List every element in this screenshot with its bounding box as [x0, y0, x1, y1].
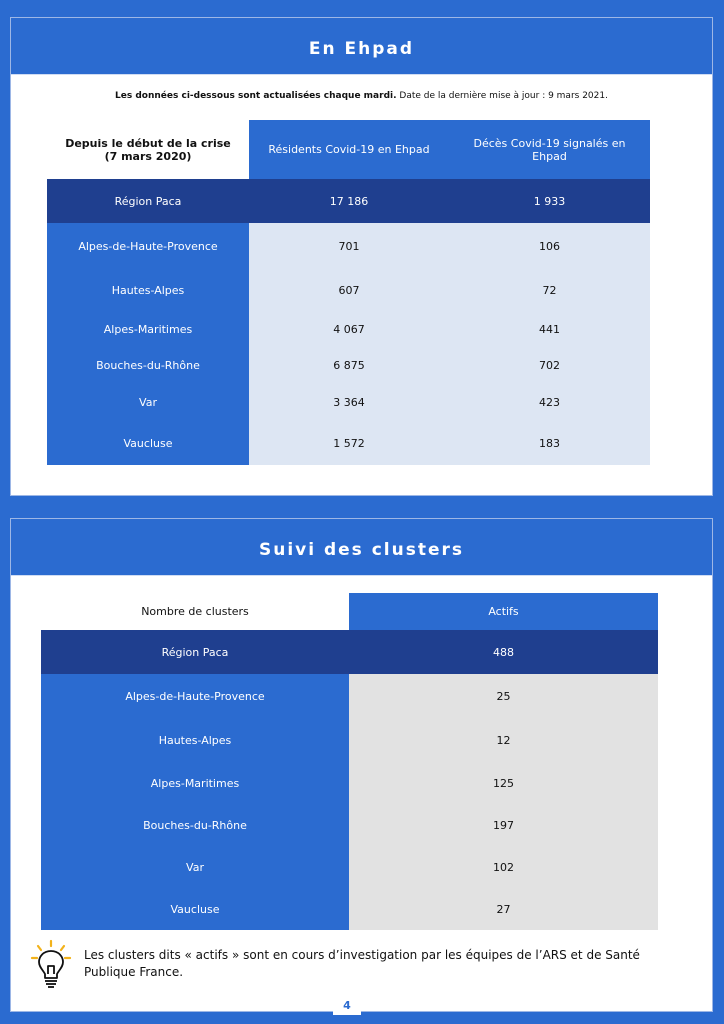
table-row — [47, 421, 650, 465]
dep-actifs: 12 — [349, 719, 658, 762]
table-row — [47, 311, 650, 347]
dep-actifs: 102 — [349, 846, 658, 888]
dep-deces: 106 — [449, 223, 650, 269]
ehpad-period-line1: Depuis le début de la crise — [65, 136, 231, 150]
update-note-date: Date de la dernière mise à jour : 9 mars 2021. — [396, 91, 608, 101]
dep-actifs: 125 — [349, 762, 658, 804]
dep-name: Hautes-Alpes — [47, 269, 249, 311]
dep-name: Var — [41, 846, 349, 888]
ehpad-header-row — [47, 120, 650, 179]
clusters-tip-text: Les clusters dits « actifs » sont en cours d’investigation par les équipes de l’ARS et de Santé Publique France. — [84, 948, 640, 979]
table-row — [41, 719, 658, 762]
clusters-table — [41, 593, 658, 930]
dep-name: Alpes-Maritimes — [47, 311, 249, 347]
page-number: 4 — [333, 997, 361, 1015]
dep-deces: 72 — [449, 269, 650, 311]
dep-residents: 6 875 — [249, 347, 449, 384]
region-name: Région Paca — [47, 179, 249, 223]
dep-name: Vaucluse — [41, 888, 349, 930]
dep-residents: 607 — [249, 269, 449, 311]
table-row — [41, 804, 658, 846]
dep-actifs: 27 — [349, 888, 658, 930]
dep-name: Var — [47, 384, 249, 421]
clusters-region-row — [41, 630, 658, 674]
clusters-header-row — [41, 593, 658, 630]
ehpad-panel — [10, 17, 713, 496]
dep-deces: 423 — [449, 384, 650, 421]
col-residents: Résidents Covid-19 en Ehpad — [249, 120, 449, 179]
table-row — [47, 347, 650, 384]
dep-name: Alpes-de-Haute-Provence — [41, 674, 349, 719]
dep-name: Hautes-Alpes — [41, 719, 349, 762]
ehpad-period-line2: (7 mars 2020) — [104, 149, 192, 163]
clusters-count-label: Nombre de clusters — [41, 593, 349, 630]
clusters-tip — [29, 939, 699, 987]
col-deces: Décès Covid-19 signalés en Ehpad — [449, 120, 650, 179]
col-actifs: Actifs — [349, 593, 658, 630]
ehpad-region-row — [47, 179, 650, 223]
dep-deces: 183 — [449, 421, 650, 465]
clusters-title: Suivi des clusters — [11, 519, 712, 576]
dep-name: Vaucluse — [47, 421, 249, 465]
table-row — [41, 888, 658, 930]
update-note-bold: Les données ci-dessous sont actualisées chaque mardi. — [115, 91, 397, 101]
dep-name: Alpes-Maritimes — [41, 762, 349, 804]
dep-deces: 702 — [449, 347, 650, 384]
ehpad-period-label — [47, 120, 249, 179]
table-row — [47, 269, 650, 311]
table-row — [47, 223, 650, 269]
table-row — [41, 762, 658, 804]
dep-residents: 3 364 — [249, 384, 449, 421]
dep-residents: 4 067 — [249, 311, 449, 347]
dep-name: Bouches-du-Rhône — [47, 347, 249, 384]
region-residents: 17 186 — [249, 179, 449, 223]
table-row — [41, 846, 658, 888]
region-name: Région Paca — [41, 630, 349, 674]
dep-actifs: 25 — [349, 674, 658, 719]
table-row — [41, 674, 658, 719]
dep-actifs: 197 — [349, 804, 658, 846]
dep-name: Bouches-du-Rhône — [41, 804, 349, 846]
dep-name: Alpes-de-Haute-Provence — [47, 223, 249, 269]
region-actifs: 488 — [349, 630, 658, 674]
dep-deces: 441 — [449, 311, 650, 347]
ehpad-table — [47, 120, 650, 465]
dep-residents: 701 — [249, 223, 449, 269]
lightbulb-icon — [29, 939, 73, 991]
region-deces: 1 933 — [449, 179, 650, 223]
dep-residents: 1 572 — [249, 421, 449, 465]
clusters-panel — [10, 518, 713, 1012]
update-note — [11, 91, 712, 101]
ehpad-title: En Ehpad — [11, 18, 712, 75]
table-row — [47, 384, 650, 421]
